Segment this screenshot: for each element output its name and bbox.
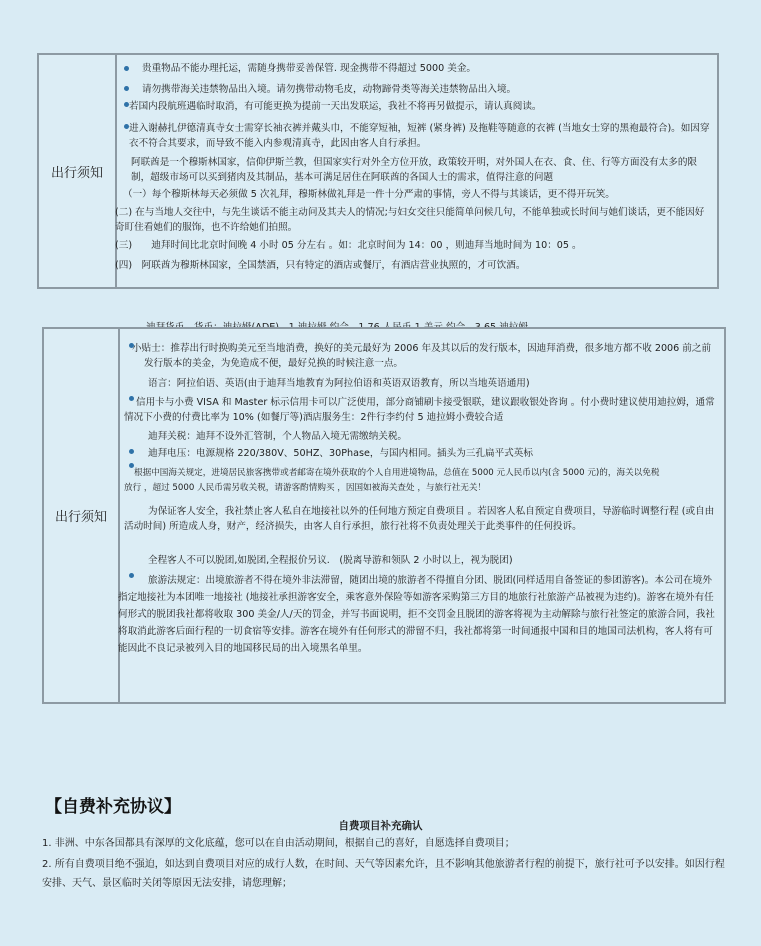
travel-notice-table-1 bbox=[37, 53, 719, 289]
section-title: 【自费补充协议】 bbox=[45, 797, 181, 817]
notice-line: 全程客人不可以脱团,如脱团,全程报价另议. (脱离导游和领队 2 小时以上，视为脱团) bbox=[148, 555, 513, 566]
notice-line: 进入谢赫扎伊德清真寺女士需穿长袖衣裤并戴头巾，不能穿短袖，短裤 (紧身裤) 及拖鞋等随意的衣裤 (当地女士穿的黑袍最符合)。如因穿衣不符合其要求，而导致不能入内参观清真寺，此因由客人自行承担。 bbox=[129, 123, 710, 149]
notice-line: 为保证客人安全，我社禁止客人私自在地接社以外的任何地方预定自费项目 。若因客人私自预定自费项目，导游临时调整行程 (或自由活动时间) 所造成人身，财产，经济损失，由客人自行承担，旅行社将不负责处理关于此类事件的任何投诉。 bbox=[124, 506, 715, 532]
agreement-item: 2. 所有自费项目绝不强迫，如达到自费项目对应的成行人数，在时间、天气等因素允许，且不影响其他旅游者行程的前提下，旅行社可予以安排。如因行程安排、天气、景区临时关闭等原因无法安排，请您理解； bbox=[42, 859, 725, 889]
notice-line: 语言：阿拉伯语、英语(由于迪拜当地教育为阿拉伯语和英语双语教育，所以当地英语通用) bbox=[148, 378, 530, 389]
table-2-content bbox=[120, 329, 724, 702]
notice-line: (三) 迪拜时间比北京时间晚 4 小时 05 分左右 。如：北京时间为 14：00 ，则迪拜当地时间为 10：05 。 bbox=[115, 240, 582, 251]
notice-line: 请勿携带海关违禁物品出入境。请勿携带动物毛皮，动物蹄骨类等海关违禁物品出入境。 bbox=[142, 84, 517, 95]
notice-line: （一）每个穆斯林每天必须做 5 次礼拜，穆斯林做礼拜是一件十分严肃的事情，旁人不得与其谈话，更不得开玩笑。 bbox=[123, 189, 615, 200]
notice-line: 信用卡与小费 VISA 和 Master 标示信用卡可以广泛使用，部分商铺刷卡接受银联，建议跟收银处咨询 。付小费时建议使用迪拉姆，通常情况下小费的付费比率为 10% (如餐厅等)酒店服务生：2件行李约付 5 迪拉姆小费较合适 bbox=[124, 397, 715, 423]
table-2-label: 出行须知 bbox=[44, 329, 120, 702]
notice-line: 若国内段航班遇临时取消，有可能更换为提前一天出发联运，我社不将再另做提示，请认真阅读。 bbox=[129, 101, 542, 112]
notice-line: 根据中国海关规定，进境居民旅客携带或者邮寄在境外获取的个人自用进境物品，总值在 5000 元人民币以内(含 5000 元)的，海关以免税放行 ，超过 5000 人民币需另收关税，请游客酌情购买 ，因国如被海关查处 ，与旅行社无关！ bbox=[124, 468, 660, 493]
agreement-item: 1. 非洲、中东各国都具有深厚的文化底蕴，您可以在自由活动期间，根据自己的喜好，自愿选择自费项目； bbox=[42, 838, 515, 849]
notice-line: 迪拜关税：迪拜不设外汇管制，个人物品入境无需缴纳关税。 bbox=[148, 431, 408, 442]
notice-line: 小贴士：推荐出行时换购美元至当地消费，换好的美元最好为 2006 年及其以后的发行版本，因迪拜消费，很多地方都不收 2006 前之前发行版本的美金，为免造成不便，最好兑换的时候注意一点。 bbox=[132, 343, 712, 369]
table-1-label: 出行须知 bbox=[39, 55, 117, 287]
table-1-content bbox=[117, 55, 717, 287]
notice-line: (四) 阿联酋为穆斯林国家，全国禁酒，只有特定的酒店或餐厅，有酒店营业执照的，才可饮酒。 bbox=[115, 260, 526, 271]
notice-line: 阿联酋是一个穆斯林国家，信仰伊斯兰教，但国家实行对外全方位开放，政策较开明，对外国人在衣、食、住、行等方面没有太多的限制，超级市场可以买到猪肉及其制品，基本可满足居住在阿联酋的各国人士的需求，值得注意的问题 bbox=[131, 157, 698, 183]
travel-notice-table-2 bbox=[42, 327, 726, 704]
notice-line: (二) 在与当地人交往中，与先生谈话不能主动问及其夫人的情况;与妇女交往只能简单问候几句，不能单独或长时间与她们谈话，更不能因好奇盯住看她们的服饰，也不许给她们拍照。 bbox=[115, 207, 705, 233]
section-subtitle: 自费项目补充确认 bbox=[338, 820, 423, 832]
notice-line: 贵重物品不能办理托运，需随身携带妥善保管. 现金携带不得超过 5000 美金。 bbox=[142, 63, 477, 74]
notice-line: 旅游法规定：出境旅游者不得在境外非法滞留，随团出境的旅游者不得擅自分团、脱团(同样适用自备签证的参团游客)。本公司在境外指定地接社为本团唯一地接社 (地接社承担游客安全，乘客意外保险等如游客采购第三方目的地旅行社旅游产品被视为违约)。游客在境外有任何形式的脱团我社都将收取 300 美金/人/天的罚金，并写书面说明，拒不交罚金且脱团的游客将视为主动解除与旅行社签定的旅游合同，我社将取消此游客后面行程的一切食宿等安排。游客在境外有任何形式的滞留不归，我社都将第一时间通报中国和目的地国司法机构，客人将有可能因此不良记录被列入目的地国移民局的出入境黑名单里。 bbox=[118, 575, 715, 654]
notice-line: 迪拜电压：电源规格 220/380V、50HZ、30Phase，与国内相同。插头为三孔扁平式英标 bbox=[148, 448, 533, 459]
